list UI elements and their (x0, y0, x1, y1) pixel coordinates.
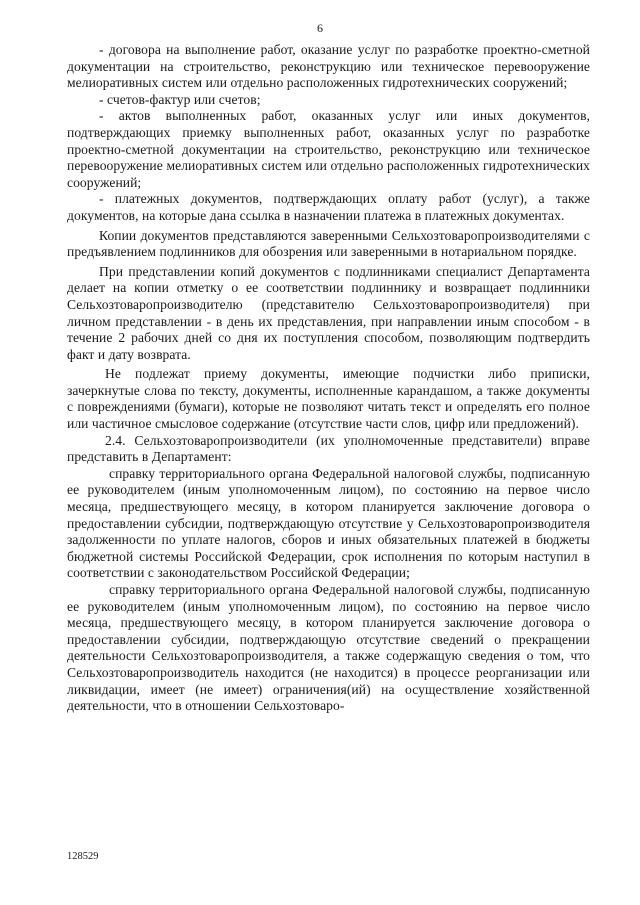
paragraph-certified-copies: Копии документов представляются заверенными Сельхозтоваропроизводителями с предъявлением подлинников для обозрения или заверенными в нотариальном порядке. (67, 227, 590, 260)
paragraph-acts-clause: - актов выполненных работ, оказанных услуг или иных документов, подтверждающих приемку выполненных работ, оказанных услуг по разработке проектно-сметной документации на строительство, реконструкцию или техническое перевооружение мелиоративных систем или отдельно расположенных гидротехнических сооружений; (67, 108, 590, 190)
paragraph-section-2-4: 2.4. Сельхозтоваропроизводители (их уполномоченные представители) вправе представить в Департамент: (67, 432, 590, 465)
paragraph-contract-clause: - договора на выполнение работ, оказание услуг по разработке проектно-сметной документации на строительство, реконструкцию или техническое перевооружение мелиоративных систем или отдельно расположенных гидротехнических сооружений; (67, 42, 590, 91)
paragraph-payment-documents-clause: - платежных документов, подтверждающих оплату работ (услуг), а также документов, на которые дана ссылка в назначении платежа в платежных документах. (67, 191, 590, 223)
paragraph-activity-status-certificate: справку территориального органа Федеральной налоговой службы, подписанную ее руководителем (иным уполномоченным лицом), по состоянию на первое число месяца, предшествующего месяцу, в котором планируется заключение договора о предоставлении субсидии, подтверждающую отсутствие сведений о прекращении деятельности Сельхозтоваропроизводителя, а также содержащую сведения о том, что Сельхозтоваропроизводитель находится (не находится) в процессе реорганизации или ликвидации, имеет (не имеет) ограничения(ий) на осуществление хозяйственной деятельности, что в отношении Сельхозтоваро- (67, 582, 590, 714)
page-number: 6 (317, 21, 323, 35)
document-code: 128529 (67, 851, 99, 862)
paragraph-copy-verification: При представлении копий документов с подлинниками специалист Департамента делает на копии отметку о ее соответствии подлиннику и возвращает подлинники Сельхозтоваропроизводителю (представителю Сельхозтоваропроизводителя) при личном представлении - в день их представления, при направлении иным способом - в течение 2 рабочих дней со дня их поступления способом, позволяющим подтвердить факт и дату возврата. (67, 263, 590, 362)
document-body (67, 42, 590, 715)
paragraph-rejected-documents: Не подлежат приему документы, имеющие подчистки либо приписки, зачеркнутые слова по тексту, документы, исполненные карандашом, а также документы с повреждениями (бумаги), которые не позволяют читать текст и определять его полное или частичное смысловое содержание (отсутствие части слов, цифр или предложений). (67, 366, 590, 432)
paragraph-invoices-clause: - счетов-фактур или счетов; (99, 91, 261, 107)
paragraph-tax-debt-certificate: справку территориального органа Федеральной налоговой службы, подписанную ее руководителем (иным уполномоченным лицом), по состоянию на первое число месяца, предшествующего месяцу, в котором планируется заключение договора о предоставлении субсидии, подтверждающую отсутствие у Сельхозтоваропроизводителя задолженности по уплате налогов, сборов и иных обязательных платежей в бюджеты бюджетной системы Российской Федерации, срок исполнения по которым наступил в соответствии с законодательством Российской Федерации; (67, 465, 590, 581)
